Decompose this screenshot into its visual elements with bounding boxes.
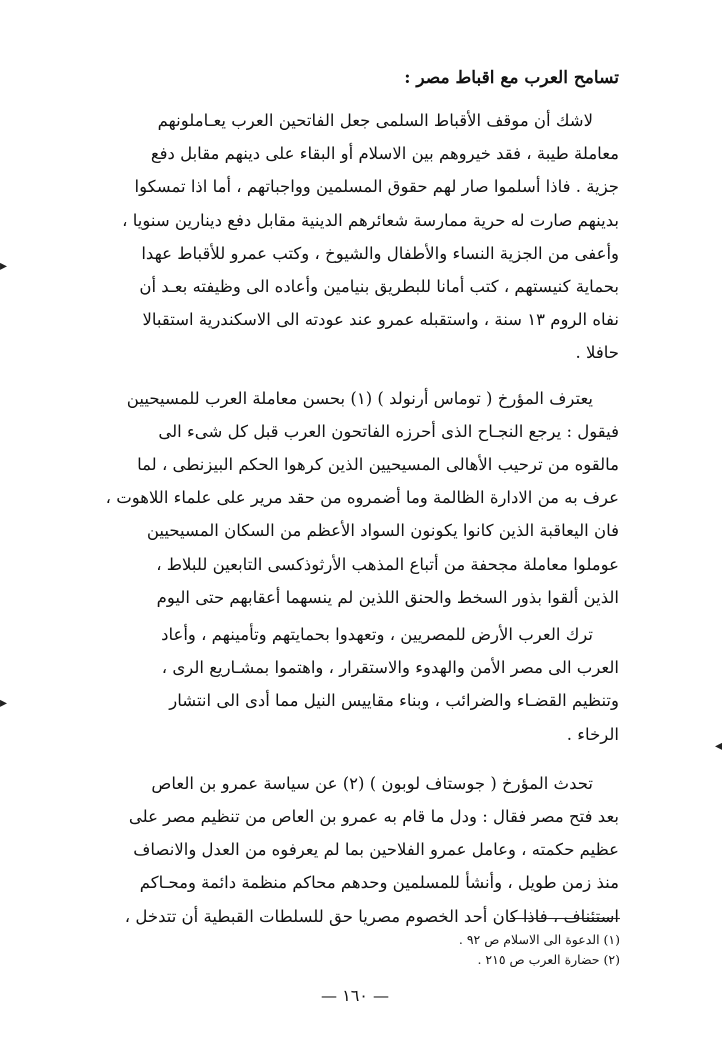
page-number: — ١٦٠ — [321, 986, 389, 1005]
text-line: فيقول : يرجع النجـاح الذى أحرزه الفاتحون العرب قبل كل شىء الى [158, 421, 619, 441]
footnotes [459, 930, 620, 970]
text-line: تحدث المؤرخ ( جوستاف لوبون ) (٢) عن سياسة عمرو بن العاص [151, 773, 593, 793]
footnote-2: (٢) حضارة العرب ص ٢١٥ . [477, 952, 620, 967]
paragraph-2 [92, 382, 619, 614]
text-line: عوملوا معاملة مجحفة من أتباع المذهب الأرثوذكسى التابعين للبلاط ، [156, 554, 619, 574]
text-line: مالقوه من ترحيب الأهالى المسيحيين الذين كرهوا الحكم البيزنطى ، لما [137, 455, 619, 475]
paragraph-1 [92, 104, 619, 370]
text-line: وتنظيم القضـاء والضرائب ، وبناء مقاييس النيل مما أدى الى انتشار [169, 691, 619, 711]
text-line: بعد فتح مصر فقال : ودل ما قام به عمرو بن العاص من تنظيم مصر على [128, 807, 619, 827]
text-line: بحماية كنيستهم ، كتب أمانا للبطريق بنيامين وأعاده الى وظيفته بعـد أن [139, 277, 619, 297]
paragraph-3 [92, 618, 619, 751]
text-line: الرخاء . [566, 724, 619, 744]
footnote-divider [510, 918, 620, 919]
text-line: فان اليعاقبة الذين كانوا يكونون السواد الأعظم من السكان المسيحيين [146, 521, 619, 541]
paragraph-4 [92, 767, 619, 933]
text-line: معاملة طيبة ، فقد خيروهم بين الاسلام أو البقاء على دينهم مقابل دفع [150, 144, 619, 164]
footnote-1: (١) الدعوة الى الاسلام ص ٩٢ . [458, 932, 620, 947]
text-line: استئناف ، فاذا كان أحد الخصوم مصريا حق للسلطات القبطية أن تتدخل ، [124, 906, 619, 926]
text-line: عظيم حكمته ، وعامل عمرو الفلاحين بما لم يعرفوه من العدل والانصاف [133, 840, 619, 860]
margin-mark-icon: ◂ [714, 738, 722, 754]
margin-mark-icon: ▸ [0, 695, 8, 711]
text-line: منذ زمن طويل ، وأنشأ للمسلمين وحدهم محاكم منظمة دائمة ومحـاكم [139, 873, 619, 893]
text-line: ترك العرب الأرض للمصريين ، وتعهدوا بحمايتهم وتأمينهم ، وأعاد [161, 625, 593, 645]
text-line: عرف به من الادارة الظالمة وما أضمروه من حقد مرير على علماء اللاهوت ، [105, 488, 619, 508]
text-line: نفاه الروم ١٣ سنة ، واستقبله عمرو عند عودته الى الاسكندرية استقبالا [142, 310, 619, 330]
text-line: الذين ألقوا بذور السخط والحنق اللذين لم ينسهما أعقابهم حتى اليوم [156, 587, 619, 607]
margin-mark-icon: ▸ [0, 258, 8, 274]
text-line: العرب الى مصر الأمن والهدوء والاستقرار ، واهتموا بمشـاريع الرى ، [161, 658, 619, 678]
text-line: بدينهم صارت له حرية ممارسة شعائرهم الدينية مقابل دفع دينارين سنويا ، [122, 210, 619, 230]
text-line: حافلا . [575, 343, 619, 363]
text-line: لاشك أن موقف الأقباط السلمى جعل الفاتحين العرب يعـاملونهم [157, 111, 593, 130]
text-line: وأعفى من الجزية النساء والأطفال والشيوخ ، وكتب عمرو للأقباط عهدا [141, 243, 619, 263]
section-heading: تسامح العرب مع اقباط مصر : [404, 68, 619, 88]
text-line: يعترف المؤرخ ( توماس أرنولد ) (١) بحسن معاملة العرب للمسيحيين [126, 388, 593, 408]
text-line: جزية . فاذا أسلموا صار لهم حقوق المسلمين وواجباتهم ، أما اذا تمسكوا [134, 177, 619, 197]
